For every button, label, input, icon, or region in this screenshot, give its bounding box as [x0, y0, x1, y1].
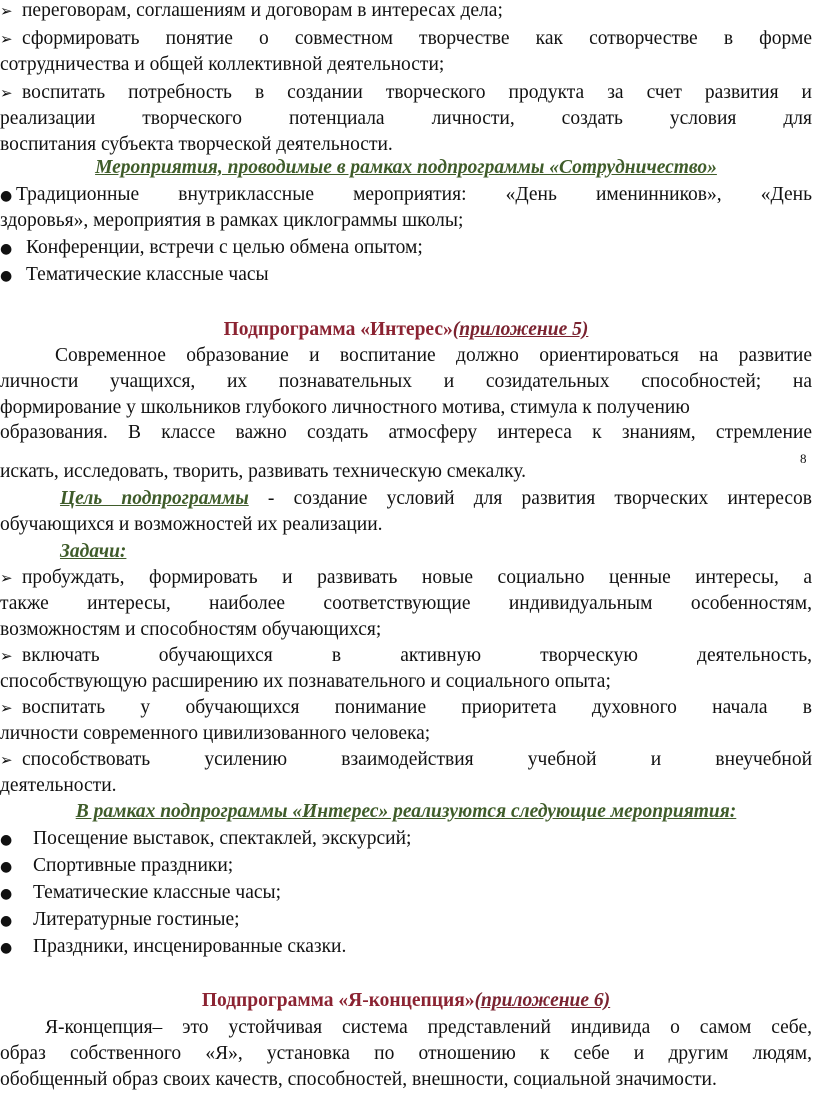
paragraph-line: Я-концепция– это устойчивая система представлений индивида о самом себе,: [45, 1017, 812, 1038]
paragraph-line: формирование у школьников глубокого личностного мотива, стимула к получению: [0, 397, 690, 418]
arrow-bullet-icon: ➢: [0, 647, 13, 665]
list-item-continuation: также интересы, наиболее соответствующие индивидуальным особенностям,: [0, 593, 812, 614]
list-item: ● Праздники, инсценированные сказки.: [0, 934, 812, 960]
dot-bullet-icon: ●: [0, 886, 13, 902]
list-item-continuation: здоровья», мероприятия в рамках циклограммы школы;: [0, 210, 464, 231]
dot-bullet-icon: ●: [0, 832, 13, 848]
paragraph-line: искать, исследовать, творить, развивать техническую смекалку.: [0, 461, 527, 482]
list-item-continuation: способствующую расширению их познавательного и социального опыта;: [0, 671, 611, 692]
dot-bullet-icon: ●: [0, 188, 13, 204]
list-item: ● Спортивные праздники;: [0, 853, 812, 879]
arrow-bullet-icon: ➢: [0, 30, 13, 48]
list-item-continuation: деятельности.: [0, 775, 117, 796]
list-item: ➢ пробуждать, формировать и развивать новые социально ценные интересы, а: [0, 565, 812, 591]
section-title: Подпрограмма «Интерес»(приложение 5): [223, 319, 589, 340]
arrow-bullet-icon: ➢: [0, 699, 13, 717]
list-item-continuation: сотрудничества и общей коллективной деятельности;: [0, 54, 445, 75]
dot-bullet-icon: ●: [0, 913, 13, 929]
dot-bullet-icon: ●: [0, 268, 13, 284]
paragraph-line: образования. В классе важно создать атмосферу интереса к знаниям, стремление: [0, 422, 812, 443]
paragraph-line: Современное образование и воспитание должно ориентироваться на развитие: [55, 345, 812, 366]
list-item-continuation: воспитания субъекта творческой деятельности.: [0, 134, 393, 155]
tasks-label: Задачи:: [60, 541, 127, 562]
list-item: ● Традиционные внутриклассные мероприятия: «День именинников», «День: [0, 182, 812, 208]
page-number: 8: [800, 451, 807, 466]
list-item: ➢ переговорам, соглашениям и договорам в интересах дела;: [0, 0, 812, 24]
list-item-continuation: личности современного цивилизованного человека;: [0, 723, 431, 744]
dot-bullet-icon: ●: [0, 241, 13, 257]
goal-label: Цель подпрограммы: [60, 488, 249, 509]
section-heading: Мероприятия, проводимые в рамках подпрограммы «Сотрудничество»: [95, 157, 717, 178]
list-item: ➢ воспитать у обучающихся понимание приоритета духовного начала в: [0, 695, 812, 721]
arrow-bullet-icon: ➢: [0, 84, 13, 102]
list-item: ➢ включать обучающихся в активную творческую деятельность,: [0, 643, 812, 669]
section-title: Подпрограмма «Я-концепция»(приложение 6): [201, 990, 611, 1011]
list-item: ● Конференции, встречи с целью обмена опытом;: [0, 235, 812, 261]
dot-bullet-icon: ●: [0, 859, 13, 875]
list-item: ➢ сформировать понятие о совместном творчестве как сотворчестве в форме: [0, 26, 812, 52]
list-item: ● Тематические классные часы;: [0, 880, 812, 906]
arrow-bullet-icon: ➢: [0, 751, 13, 769]
paragraph-line: обучающихся и возможностей их реализации.: [0, 514, 383, 535]
list-item: ● Литературные гостиные;: [0, 907, 812, 933]
arrow-bullet-icon: ➢: [0, 569, 13, 587]
paragraph-line: личности учащихся, их познавательных и созидательных способностей; на: [0, 371, 812, 392]
list-item: ● Посещение выставок, спектаклей, экскурсий;: [0, 826, 812, 852]
list-item-continuation: реализации творческого потенциала личности, создать условия для: [0, 108, 812, 129]
list-item-continuation: возможностям и способностям обучающихся;: [0, 619, 382, 640]
paragraph-line: обобщенный образ своих качеств, способностей, внешности, социальной значимости.: [0, 1069, 717, 1090]
arrow-bullet-icon: ➢: [0, 2, 13, 20]
goal-line: Цель подпрограммы - создание условий для развития творческих интересов: [60, 488, 812, 509]
paragraph-line: образ собственного «Я», установка по отношению к себе и другим людям,: [0, 1043, 812, 1064]
list-item: ➢ способствовать усилению взаимодействия учебной и внеучебной: [0, 747, 812, 773]
list-item: ● Тематические классные часы: [0, 262, 812, 288]
section-heading: В рамках подпрограммы «Интерес» реализуются следующие мероприятия:: [75, 801, 737, 822]
dot-bullet-icon: ●: [0, 940, 13, 956]
list-item: ➢ воспитать потребность в создании творческого продукта за счет развития и: [0, 80, 812, 106]
